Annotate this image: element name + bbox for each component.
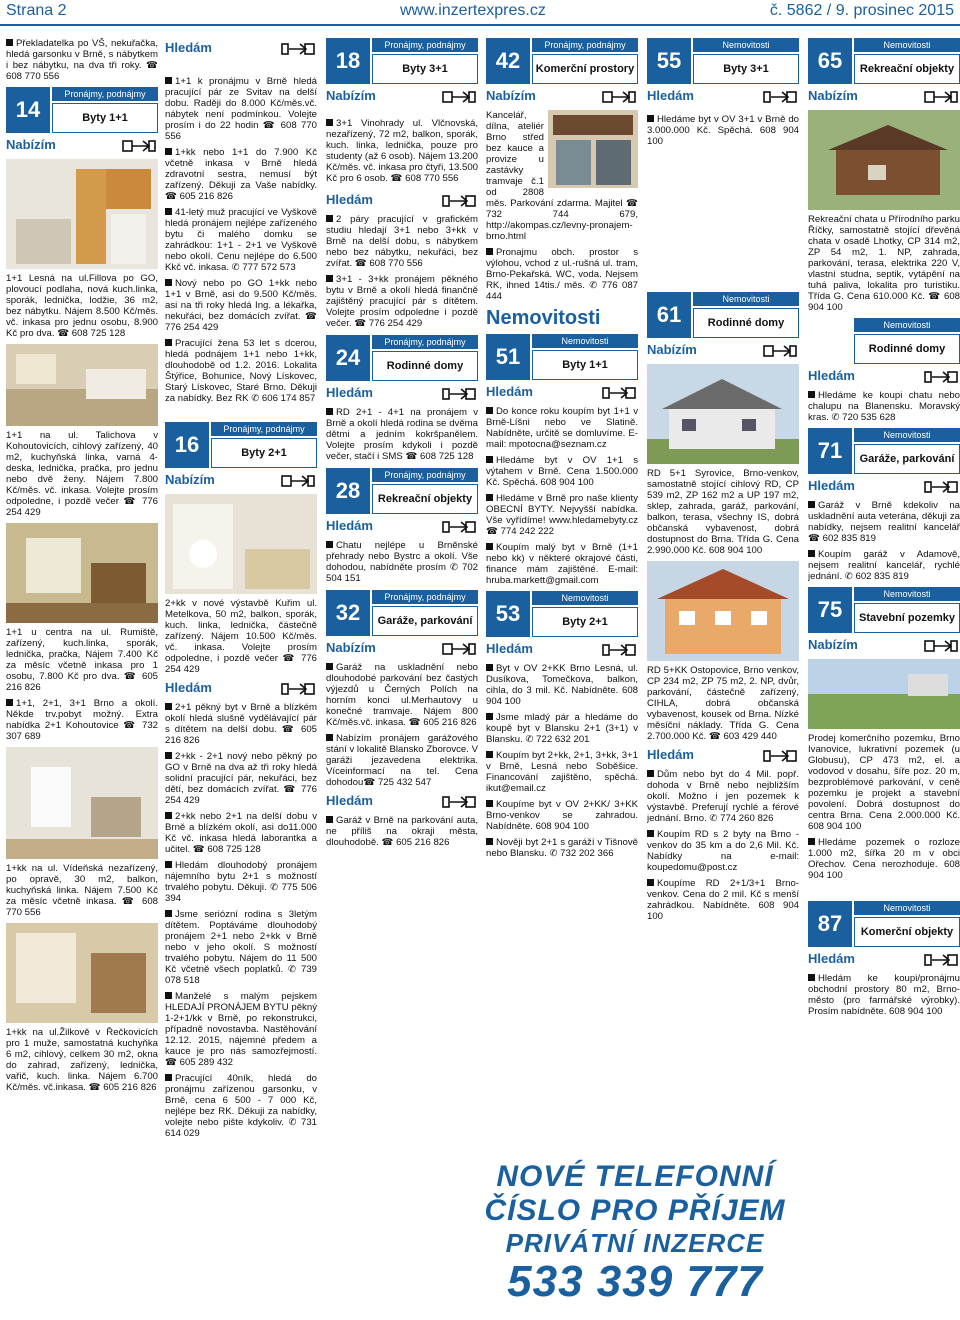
- ad-text: Garáž na uskladnění nebo dlouhodobé parkování bez častých výjezdů u Černých Polích na horním konci ul.Merhautovy u konečné tramvaje. Nájem 800 Kč/měs.vč. inkasa. ☎ 605 216 826: [326, 662, 478, 728]
- ad-text: 1+1 u centra na ul. Rumiště, zařízený, kuch.linka, sporák, lednička, pračka, Nájem 7.400 Kč za měsíc včetně inkasa pro 1 osobu, 7.800 Kč pro dva. ☎ 605 216 826: [6, 627, 158, 693]
- ad-text: Koupím malý byt v Brně (1+1 nebo kk) v některé okrajové části, finance mám zajištěné. E-mail: hruba.markett@gmail.com: [486, 542, 638, 586]
- section-hledam: Hledám: [808, 951, 960, 969]
- section-nabizim: Nabízím: [486, 88, 638, 106]
- spacer: [647, 152, 799, 292]
- ad-text: Nový nebo po GO 1+kk nebo 1+1 v Brně, asi do 9.500 Kč/měs. asi na tři roky hledá Ing. a lékařka, nekuřáci, bez domácích zvířat. ☎ 776 254 429: [165, 278, 317, 333]
- ad-text: 2+kk v nové výstavbě Kuřim ul. Metelkova, 50 m2, balkon, sporák, kuch. linka, lednička, částečně zařízený. Nájem 10.500 Kč/měs. vč. inkasa. Volejte prosím odpoledne, i pozdě večer ☎ 776 254 429: [165, 598, 317, 675]
- ad-text: Hledáme byt v OV 1+1 s výtahem v Brně. Cena 1.500.000 Kč. Spěchá. 608 904 100: [486, 455, 638, 488]
- ad-text: 2+kk - 2+1 nový nebo pěkný po GO v Brně na dva až tři roky hledá solidní pracující pár, nekuřáci, bez dětí, bez domácích zvířat. ☎ 776 254 429: [165, 751, 317, 806]
- ad-text: 2+kk nebo 2+1 na delší dobu v Brně a blízkém okolí, asi do11.000 Kč vč. inkasa hledá laborantka a učitel. ☎ 608 725 128: [165, 811, 317, 855]
- column-1: [6, 38, 158, 1318]
- category-badge: 75 Nemovitosti Stavební pozemky: [808, 587, 960, 633]
- ad-text: Garáž v Brně kdekoliv na uskladnění auta veterána, děkuji za nabídky, nejsem realitní kancelář ☎ 602 835 819: [808, 500, 960, 544]
- section-hledam: Hledám: [326, 793, 478, 811]
- arrow-icon: [924, 370, 958, 384]
- arrow-icon: [763, 90, 797, 104]
- ad-text: Nověji byt 2+1 s garáží v Tišnově nebo Blansku. ✆ 732 202 366: [486, 837, 638, 859]
- ad-text: 1+1 na ul. Talichova v Kohoutovicích, cihlový zařízený, 40 m2, kuchyňská linka, varná 4-deska, lednička, pračka, pro jednu nebo dvě ženy. Nájem 7.800 Kč/měs. vč. inkasa. Volejte prosím odpoledne, i pozdě večer ☎ 776 254 429: [6, 430, 158, 518]
- ad-text: Koupím byt 2+kk, 2+1, 3+kk, 3+1 v Brně, Lesná nebo Soběšice. Financování zajištěno, spěchá. ikut@email.cz: [486, 750, 638, 794]
- category-badge: 32 Pronájmy, podnájmy Garáže, parkování: [326, 590, 478, 636]
- section-hledam: Hledám: [326, 192, 478, 210]
- ad-text: Jsme mladý pár a hledáme do koupě byt v Blansku 2+1 (3+1) v Blansku. ✆ 722 632 201: [486, 712, 638, 745]
- section-hledam: Hledám: [647, 88, 799, 106]
- ad-text: 3+1 Vinohrady ul. Vlčnovská, nezařízený, 72 m2, balkon, sporák, kuch. linka, lednička, pouze pro studenty (až 6 osob). Nájem 13.200 Kč/měs. vč. inkasa pro čtyři, 13.500 Kč pro 6 osob. ☎ 608 770 556: [326, 118, 478, 184]
- ad-text: Koupím garáž v Adamově, nejsem realitní kancelář, rychlé jednání. ✆ 602 835 819: [808, 549, 960, 582]
- ad-text: Koupíme byt v OV 2+KK/ 3+KK Brno-venkov se zahradou. Nabídněte. 608 904 100: [486, 799, 638, 832]
- issue-date: č. 5862 / 9. prosinec 2015: [769, 2, 954, 19]
- arrow-icon: [442, 520, 476, 534]
- ad-text: 2 páry pracující v grafickém studiu hledají 3+1 nebo 3+kk v Brně na delší dobu, s nábytkem nebo bez nábytku, nekuřáci, bez zvířat. ☎ 608 770 556: [326, 214, 478, 269]
- photo-room-3: [6, 923, 158, 1023]
- ad-text: Hledám dlouhodobý pronájem nájemního bytu 2+1 s možností trvalého pobytu. Děkuji. ✆ 775 506 394: [165, 860, 317, 904]
- ad-text: Nabízím pronájem garážového stání v lokalitě Blansko Zborovce. V garáži jezavedena elektrika. Víceinformací na tel. Cena dohodou☎ 725 432 547: [326, 733, 478, 788]
- ad-text: Hledáme pozemek o rozloze 1.000 m2, šířka 20 m v obci Ořechov. Cena nerozhoduje. 608 904 100: [808, 837, 960, 881]
- photo-house: [647, 364, 799, 464]
- category-badge: 65 Nemovitosti Rekreační objekty: [808, 38, 960, 84]
- arrow-icon: [602, 386, 636, 400]
- ad-text: RD 5+1 Syrovice, Brno-venkov, samostatně stojící cihlový RD, CP 539 m2, ZP 162 m2 a UP 197 m2, sklep, zahrada, garáž, parkování, balkon, terasa, všechny IS, dobrá občanská vybavenost, dobrá dostupnost do Brna. Třída G. Cena 2.990.000 Kč. 608 904 100: [647, 468, 799, 556]
- photo-house-2: [647, 561, 799, 661]
- ad-text: Pracující žena 53 let s dcerou, hledá podnájem 1+1 nebo 1+kk, dlouhodobě od 1.2. 2016. Lokalita Štýřice, Bohunice, Nový Lískovec, Starý Lískovec, Staré Brno. Děkuji za nabídky. Bez RK ✆ 606 174 857: [165, 338, 317, 404]
- section-nabizim: Nabízím: [326, 640, 478, 658]
- category-badge: 55 Nemovitosti Byty 3+1: [647, 38, 799, 84]
- ad-text: Kancelář, dílna, ateliér Brno střed bez kauce a provize u zastávky tramvaje č.1 od 2808 měs. Parkování zdarma. Majitel ☎ 732 744 679, http://akompas.cz/levny-pronajem-brno.html: [486, 110, 638, 242]
- arrow-icon: [442, 387, 476, 401]
- arrow-icon: [602, 90, 636, 104]
- ad-text: 1+1 Lesná na ul.Fillova po GO, plovoucí podlaha, nová kuch.linka, sporák, lednička, lodžie, 36 m2, bez nábytku. Nájem 8.500 Kč/měs. vč. inkasa pro jednu osobu, 8.900 Kč pro dva. ☎ 608 725 128: [6, 273, 158, 339]
- ad-text: Byt v OV 2+KK Brno Lesná, ul. Dusíkova, Tomečkova, balkon, cihla, do 3 mil. Kč. Nabídněte. 608 904 100: [486, 663, 638, 707]
- promo-line: PRIVÁTNÍ INZERCE: [505, 1228, 765, 1258]
- photo-shopfront: [548, 110, 638, 188]
- arrow-icon: [442, 194, 476, 208]
- ad-text: Koupím RD s 2 byty na Brno - venkov do 35 km a do 2,6 Mil. Kč. Nabídky na e-mail: koupedomu@post.cz: [647, 829, 799, 873]
- ad-text: Garáž v Brně na parkování auta, ne příliš na okraji města, dlouhodobě. ☎ 605 216 826: [326, 815, 478, 848]
- ad-text: Chatu nejlépe u Brněnské přehrady nebo Bystrc a okolí. Vše dohodou, nabídněte prosím ✆ 702 504 151: [326, 540, 478, 584]
- ad-text: Dům nebo byt do 4 Mil. popř. dohoda v Brně nebo nejbližším okolí. Možno i jen pozemek k výstavbě. Preferují rychlé a férové jednání. Brno. ✆ 774 260 826: [647, 769, 799, 824]
- ad-text: Hledám ke koupi/pronájmu obchodní prostory 80 m2, Brno-město (pro farmářské výrobky). Prosím nabídněte. 608 904 100: [808, 973, 960, 1017]
- section-nabizim: Nabízím: [165, 472, 317, 490]
- section-nabizim: Nabízím: [647, 342, 799, 360]
- ad-text: RD 2+1 - 4+1 na pronájem v Brně a okolí hledá rodina se dvěma dětmi a jedním kokršpanělem. Volejte prosím kdykoli i pozdě večer, stačí i SMS ☎ 608 725 128: [326, 407, 478, 462]
- page-number: Strana 2: [6, 2, 67, 19]
- category-badge: 16 Pronájmy, podnájmy Byty 2+1: [165, 422, 317, 468]
- category-badge: Nemovitosti Rodinné domy: [808, 318, 960, 364]
- category-badge: 71 Nemovitosti Garáže, parkování: [808, 428, 960, 474]
- category-badge: 18 Pronájmy, podnájmy Byty 3+1: [326, 38, 478, 84]
- photo-bathroom: [165, 494, 317, 594]
- promo-line: NOVÉ TELEFONNÍ: [496, 1160, 774, 1193]
- ad-text: 1+kk na ul.Žilkově v Řečkovicích pro 1 muže, samostatná kuchyňka 6 m2, cihlový, celkem 30 m2, okna do zahrad, zařízený, lednička, vařič, kuch. linka. Nájem 6.700 Kč/měs. vč.inkasa. ☎ 605 216 826: [6, 1027, 158, 1093]
- ad-text: Pracující 40ník, hledá do pronájmu zařízenou garsonku, v Brně, cena 6 500 - 7 000 Kč, nejlépe bez RK. Děkuji za nabídky, volejte nebo pište kdykoliv. ✆ 731 614 029: [165, 1073, 317, 1139]
- section-hledam: Hledám: [165, 680, 317, 698]
- category-badge: 14 Pronájmy, podnájmy Byty 1+1: [6, 87, 158, 133]
- ad-text: Prodej komerčního pozemku, Brno Ivanovice, lukrativní pozemek (u Globusu), CP 473 m2, el. a vodovod v dosahu, šíře poz. 20 m, bezproblémové parkování, v ceně pozemku je projekt a stavební povolení. Dobrá dostupnost do centra Brna. Cena 2.000.000 Kč. 608 904 100: [808, 733, 960, 832]
- promo-phone[interactable]: 533 339 777: [507, 1257, 763, 1306]
- photo-cottage: [808, 110, 960, 210]
- ad-text: 1+kk na ul. Vídeňská nezařízený, po opravě, 30 m2, balkon, kuchyňská linka. Nájem 7.500 Kč za měsíc včetně inkasa. ☎ 608 770 556: [6, 863, 158, 918]
- arrow-icon: [763, 749, 797, 763]
- photo-bedroom: [6, 344, 158, 426]
- photo-room-2: [6, 747, 158, 859]
- photo-kitchen: [6, 159, 158, 269]
- promo-banner: [468, 1160, 802, 1310]
- ad-text: Hledáme ke koupi chatu nebo chalupu na Blanensku. Moravský kras. ✆ 720 535 628: [808, 390, 960, 423]
- arrow-icon: [924, 639, 958, 653]
- arrow-icon: [442, 795, 476, 809]
- arrow-icon: [442, 642, 476, 656]
- ad-text: Manželé s malým pejskem HLEDAJÍ PRONÁJEM BYTU pěkný 1-2+1/kk v Brně, po rekonstrukci, případně novostavba. Nastěhování 12.12. 2015, nájemné předem a kauce je pro nás samozřejmostí. ☎ 605 289 432: [165, 991, 317, 1068]
- arrow-icon: [122, 139, 156, 153]
- category-badge: 53 Nemovitosti Byty 2+1: [486, 591, 638, 637]
- column-2: [165, 38, 317, 1318]
- ad-text: Hledáme byt v OV 3+1 v Brně do 3.000.000 Kč. Spěchá. 608 904 100: [647, 114, 799, 147]
- arrow-icon: [281, 682, 315, 696]
- column-3: [326, 38, 478, 1318]
- section-nabizim: Nabízím: [808, 88, 960, 106]
- arrow-icon: [924, 90, 958, 104]
- ad-text: Hledáme v Brně pro naše klienty OBECNÍ BYTY. Nejvyšší nabídka. Vše vyřídíme! www.hledamebyty.cz ☎ 774 242 222: [486, 493, 638, 537]
- section-hledam: Hledám: [326, 518, 478, 536]
- category-badge: 24 Pronájmy, podnájmy Rodinné domy: [326, 335, 478, 381]
- category-badge: 28 Pronájmy, podnájmy Rekreační objekty: [326, 468, 478, 514]
- section-title-nemovitosti: Nemovitosti: [486, 307, 601, 329]
- ad-text: 1+1 k pronájmu v Brně hledá pracující pár ze Svitav na delší dobu. Raději do 8.000 Kč/měs.vč. nábytek není podmínkou. Volejte prosím i do 22 hodin ☎ 608 770 556: [165, 76, 317, 142]
- ad-text: Pronajmu obch. prostor s výlohou, vchod z ul.-rušná ul. tram, Brno-Pekařská. WC, voda. Nejsem RK, ihned 14tis./ měs. ✆ 776 087 444: [486, 247, 638, 302]
- arrow-icon: [924, 480, 958, 494]
- column-5: [647, 38, 799, 1318]
- arrow-icon: [763, 344, 797, 358]
- promo-line: ČÍSLO PRO PŘÍJEM: [484, 1194, 786, 1227]
- ad-text: 1+1, 2+1, 3+1 Brno a okolí. Někde trv.pobyt možný. Extra nabídka 2+1 Kohoutovice ☎ 732 307 689: [6, 698, 158, 742]
- section-hledam: Hledám: [647, 747, 799, 765]
- arrow-icon: [281, 42, 315, 56]
- ad-text: Jsme seriózní rodina s 3letým dítětem. Poptáváme dlouhodobý pronájem 2+1 nebo 2+kk v Brně nebo v jeho okolí. S možností trvalého pobytu. Nájem do 11 500 Kč včetně všech poplatků. ✆ 739 078 518: [165, 909, 317, 986]
- section-hledam: Hledám: [486, 641, 638, 659]
- ad-text: 41-letý muž pracující ve Vyškově hledá pronájem nejlépe zařízeného bytu či malého domku se zahrádkou: 1+1 - 2+1 ve Vyškově nebo okolí. Cenu nejlépe do 6.500 Kkč vč. inkasa. ✆ 777 572 573: [165, 207, 317, 273]
- photo-land: [808, 659, 960, 729]
- section-nabizim: Nabízím: [6, 137, 158, 155]
- section-hledam: Hledám: [165, 40, 317, 58]
- arrow-icon: [281, 474, 315, 488]
- section-nabizim: Nabízím: [326, 88, 478, 106]
- ad-text: 2+1 pěkný byt v Brně a blízkém okolí hledá slušně vydělávající pár s dítětem na delší dobu. ☎ 605 216 826: [165, 702, 317, 746]
- section-hledam: Hledám: [808, 478, 960, 496]
- site-url[interactable]: www.inzertexpres.cz: [400, 2, 546, 19]
- section-hledam: Hledám: [486, 384, 638, 402]
- ad-text: Překladatelka po VŠ, nekuřačka, hledá garsonku v Brně, s nábytkem i bez nábytku, na dva tři roky. ☎ 608 770 556: [6, 38, 158, 82]
- category-badge: 42 Pronájmy, podnájmy Komerční prostory: [486, 38, 638, 84]
- section-hledam: Hledám: [808, 368, 960, 386]
- section-hledam: Hledám: [326, 385, 478, 403]
- ad-text: Koupíme RD 2+1/3+1 Brno-venkov. Cena do 2 mil. Kč s menší zahrádkou. Nabídněte. 608 904 100: [647, 878, 799, 922]
- column-6: [808, 38, 960, 1318]
- arrow-icon: [924, 953, 958, 967]
- arrow-icon: [602, 643, 636, 657]
- photo-room: [6, 523, 158, 623]
- ad-text: 3+1 - 3+kk pronájem pěkného bytu v Brně a okolí hledá finančně zajištěný pracující pár s dítětem. Volejte prosím odpoledne i pozdě večer. ☎ 776 254 429: [326, 274, 478, 329]
- category-badge: 51 Nemovitosti Byty 1+1: [486, 334, 638, 380]
- page-header: [0, 0, 960, 26]
- ad-text: Do konce roku koupím byt 1+1 v Brně-Líšni nebo ve Slatině. Nabídněte, určitě se domluvíme. E-mail: mpotocna@seznam.cz: [486, 406, 638, 450]
- category-badge: 61 Nemovitosti Rodinné domy: [647, 292, 799, 338]
- arrow-icon: [442, 90, 476, 104]
- section-nabizim: Nabízím: [808, 637, 960, 655]
- category-badge: 87 Nemovitosti Komerční objekty: [808, 901, 960, 947]
- ad-text: 1+kk nebo 1+1 do 7.900 Kč včetně inkasa v Brně hledá zdravotní sestra, nemusí být zařízený. Děkuji za Vaše nabídky. ☎ 605 216 826: [165, 147, 317, 202]
- ad-text: RD 5+KK Ostopovice, Brno venkov, CP 234 m2, ZP 75 m2, 2. NP, dvůr, parkování, částečně zařízený, CIHLA, dobrá občanská vybavenost, kousek od Brna. Nízké měsíční náklady. Třída G. Cena 2.700.000 Kč. ☎ 603 429 440: [647, 665, 799, 742]
- column-4: [486, 38, 638, 1318]
- ad-text: Rekreační chata u Přírodního parku Říčky, samostatně stojící dřevěná chata v osadě Lhotky, CP 314 m2, ZP 54 m2, 1. NP, zahrada, parkování, terasa, elektrika 220 V, vlastní studna, septik, vytápění na tuhá paliva, lokalita pro turistiku. Třída G. Cena 610.000 Kč. ☎ 608 904 100: [808, 214, 960, 313]
